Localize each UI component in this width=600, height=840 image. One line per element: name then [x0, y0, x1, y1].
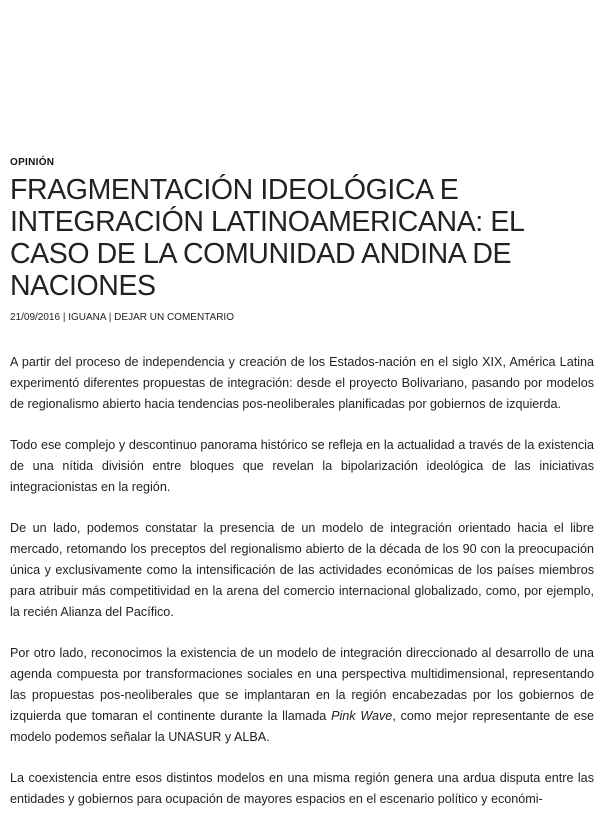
comment-link[interactable]: DEJAR UN COMENTARIO — [114, 312, 234, 323]
article-title: FRAGMENTACIÓN IDEOLÓGICA E INTEGRACIÓN LATINOAMERICANA: EL CASO DE LA COMUNIDAD ANDINA DE NACIONES — [10, 174, 524, 302]
paragraph-text: , como mejor representante de ese modelo podemos señalar la UNASUR y ALBA. — [10, 709, 594, 744]
meta-separator: | — [60, 312, 69, 323]
emphasis-text: Pink Wave — [331, 709, 393, 723]
author-link[interactable]: IGUANA — [68, 312, 107, 323]
paragraph: Todo ese complejo y descontinuo panorama histórico se refleja en la actualidad a través de la existencia de una nítida división entre bloques que revelan la bipolarización ideológica de las iniciativas integracionistas en la región. — [10, 438, 594, 494]
category-label[interactable]: OPINIÓN — [10, 157, 55, 168]
paragraph: La coexistencia entre esos distintos modelos en una misma región genera una ardua disputa entre las entidades y gobiernos para ocupación de mayores espacios en el escenario político y económi- — [10, 771, 594, 806]
publish-date: 21/09/2016 — [10, 312, 61, 323]
paragraph — [10, 643, 594, 748]
paragraph-text: Por otro lado, reconocimos la existencia de un modelo de integración direccionado al desarrollo de una agenda compuesta por transformaciones sociales en una perspectiva multidimensional, representando las propuestas pos-neoliberales que se implantaran en la región encabezadas por los gobiernos de izquierda que tomaran el continente durante la llamada — [10, 646, 594, 723]
meta-separator: | — [106, 312, 115, 323]
article-body — [10, 352, 594, 830]
paragraph: A partir del proceso de independencia y creación de los Estados-nación en el siglo XIX, América Latina experimentó diferentes propuestas de integración: desde el proyecto Bolivariano, pasando por modelos de regionalismo abierto hacia tendencias pos-neoliberales planificadas por gobiernos de izquierda. — [10, 355, 594, 411]
article-meta — [10, 312, 234, 323]
paragraph: De un lado, podemos constatar la presencia de un modelo de integración orientado hacia el libre mercado, retomando los preceptos del regionalismo abierto de la década de los 90 con la preocupación única y exclusivamente como la intensificación de las actividades económicas de los países miembros para atribuir más competitividad en la arena del comercio internacional globalizado, como, por ejemplo, la recién Alianza del Pacífico. — [10, 521, 594, 619]
